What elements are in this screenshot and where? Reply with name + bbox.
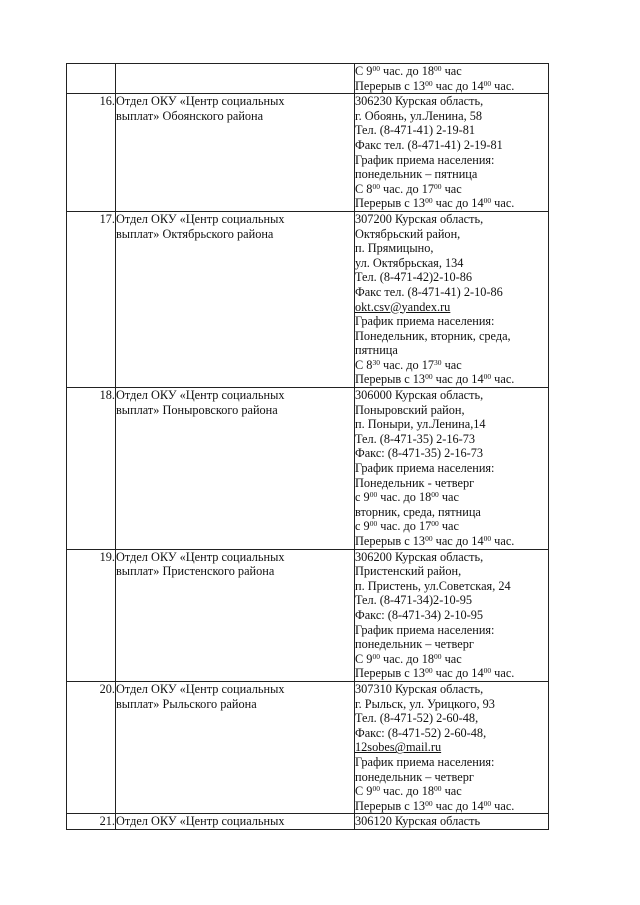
address-line: г. Обоянь, ул.Ленина, 58 (355, 108, 483, 123)
schedule-days: Понедельник - четверг (355, 475, 475, 490)
schedule-days: Понедельник, вторник, среда, (355, 328, 511, 343)
address-line: 306120 Курская область (355, 814, 481, 829)
break-line: Перерыв с $13^{00}$ час до $14^{00}$ час. (355, 372, 515, 387)
hours-line: С $9^{00}$ час. до $18^{00}$ час (355, 651, 462, 666)
office-name-line: выплат» Рыльского района (116, 696, 257, 711)
schedule-heading: График приема населения: (355, 152, 495, 167)
phone-line: Тел. (8-471-52) 2-60-48, (355, 711, 479, 726)
office-name-cell (116, 814, 355, 830)
email-link[interactable]: 12sobes@mail.ru (355, 740, 442, 755)
fax-line: Факс: (8-471-34) 2-10-95 (355, 607, 484, 622)
row-number: 18. (67, 388, 116, 550)
phone-line: Тел. (8-471-42)2-10-86 (355, 270, 472, 285)
office-name-line: выплат» Пристенского района (116, 564, 275, 579)
table-row-continuation (67, 64, 549, 94)
office-name-cell (116, 549, 355, 681)
hours-line: С $8^{30}$ час. до $17^{30}$ час (355, 357, 462, 372)
email-link[interactable]: okt.csv@yandex.ru (355, 299, 451, 314)
break-line: Перерыв с $13^{00}$ час до $14^{00}$ час. (355, 666, 515, 681)
office-name-line: выплат» Обоянского района (116, 108, 264, 123)
phone-line: Тел. (8-471-41) 2-19-81 (355, 123, 476, 138)
address-line: 307310 Курская область, (355, 681, 484, 696)
office-name-cell (116, 388, 355, 550)
fax-line: Факс тел. (8-471-41) 2-10-86 (355, 284, 503, 299)
table-row (67, 388, 549, 550)
address-line: 306230 Курская область, (355, 94, 484, 109)
address-line: п. Прямицыно, (355, 241, 434, 256)
schedule-days: понедельник – пятница (355, 167, 478, 182)
office-info-cell (355, 814, 549, 830)
office-info-cell (355, 549, 549, 681)
phone-line: Тел. (8-471-35) 2-16-73 (355, 431, 476, 446)
break-line: Перерыв с $13^{00}$ час до $14^{00}$ час. (355, 798, 515, 813)
office-name-line: Отдел ОКУ «Центр социальных (116, 94, 285, 109)
table-row (67, 549, 549, 681)
table-row (67, 681, 549, 813)
address-line: п. Пристень, ул.Советская, 24 (355, 578, 511, 593)
schedule-days: пятница (355, 343, 398, 358)
office-name-line: выплат» Октябрьского района (116, 226, 274, 241)
table-row (67, 94, 549, 212)
schedule-heading: График приема населения: (355, 622, 495, 637)
office-info-cell (355, 388, 549, 550)
table-row (67, 814, 549, 830)
office-info-cell (355, 94, 549, 212)
offices-table (66, 63, 549, 830)
hours-line: С $8^{00}$ час. до $17^{00}$ час (355, 181, 462, 196)
phone-line: Тел. (8-471-34)2-10-95 (355, 593, 472, 608)
schedule-heading: График приема населения: (355, 754, 495, 769)
schedule-heading: График приема населения: (355, 314, 495, 329)
schedule-days: понедельник – четверг (355, 769, 474, 784)
hours-line: С $9^{00}$ час. до $18^{00}$ час (355, 64, 462, 78)
office-name-line: Отдел ОКУ «Центр социальных (116, 681, 285, 696)
office-name-cell (116, 681, 355, 813)
row-number: 19. (67, 549, 116, 681)
row-number: 16. (67, 94, 116, 212)
address-line: Пристенский район, (355, 564, 462, 579)
row-number: 21. (67, 814, 116, 830)
hours-line: с $9^{00}$ час. до $17^{00}$ час (355, 519, 459, 534)
office-info-cell (355, 64, 549, 94)
hours-line: С $9^{00}$ час. до $18^{00}$ час (355, 784, 462, 799)
office-name-line: Отдел ОКУ «Центр социальных (116, 549, 285, 564)
row-number: 20. (67, 681, 116, 813)
address-line: Октябрьский район, (355, 226, 461, 241)
office-name-cell (116, 64, 355, 94)
office-name-cell (116, 211, 355, 387)
break-line: Перерыв с $13^{00}$ час до $14^{00}$ час. (355, 78, 515, 93)
address-line: 306000 Курская область, (355, 388, 484, 403)
address-line: 306200 Курская область, (355, 549, 484, 564)
fax-line: Факс тел. (8-471-41) 2-19-81 (355, 137, 503, 152)
break-line: Перерыв с $13^{00}$ час до $14^{00}$ час. (355, 196, 515, 211)
address-line: 307200 Курская область, (355, 211, 484, 226)
row-number: 17. (67, 211, 116, 387)
office-name-line: Отдел ОКУ «Центр социальных (116, 211, 285, 226)
break-line: Перерыв с $13^{00}$ час до $14^{00}$ час. (355, 534, 515, 548)
office-name-line: выплат» Поныровского района (116, 402, 278, 417)
address-line: п. Поныри, ул.Ленина,14 (355, 417, 486, 432)
office-info-cell (355, 681, 549, 813)
office-name-line: Отдел ОКУ «Центр социальных (116, 814, 285, 829)
office-info-cell (355, 211, 549, 387)
schedule-heading: График приема населения: (355, 461, 495, 476)
hours-line: с $9^{00}$ час. до $18^{00}$ час (355, 490, 459, 505)
address-line: Поныровский район, (355, 402, 465, 417)
office-name-line: Отдел ОКУ «Центр социальных (116, 388, 285, 403)
address-line: ул. Октябрьская, 134 (355, 255, 464, 270)
schedule-days: понедельник – четверг (355, 637, 474, 652)
fax-line: Факс: (8-471-52) 2-60-48, (355, 725, 487, 740)
row-number-cell (67, 64, 116, 94)
schedule-days: вторник, среда, пятница (355, 504, 481, 519)
table-row (67, 211, 549, 387)
address-line: г. Рыльск, ул. Урицкого, 93 (355, 696, 495, 711)
fax-line: Факс: (8-471-35) 2-16-73 (355, 446, 484, 461)
office-name-cell (116, 94, 355, 212)
